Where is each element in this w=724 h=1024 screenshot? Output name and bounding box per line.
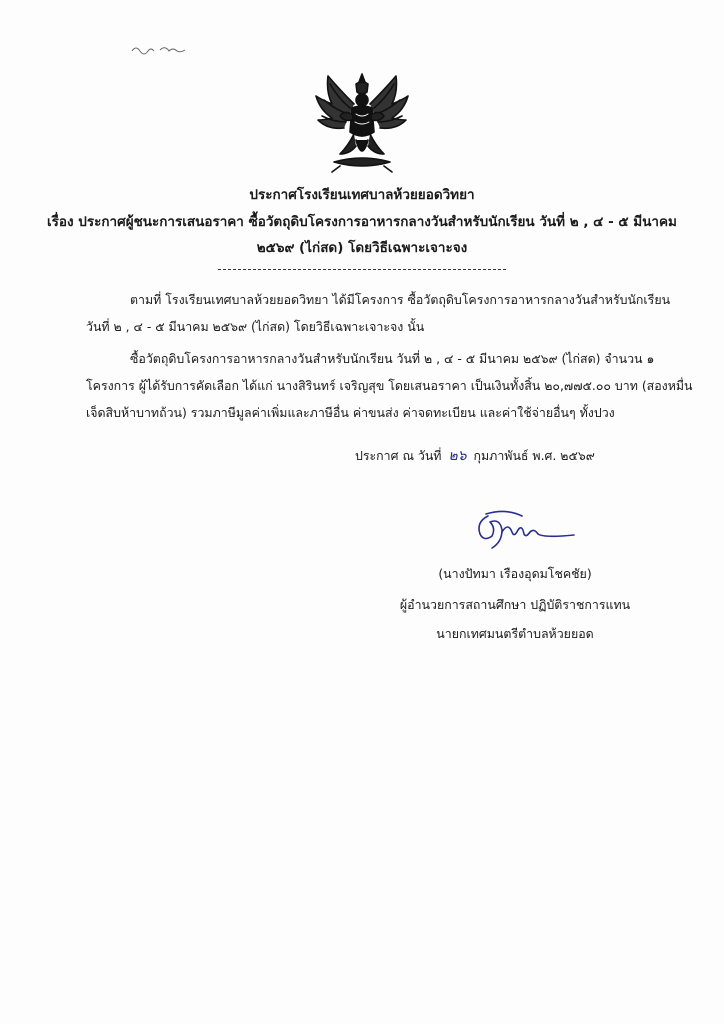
announcement-date: [355, 445, 595, 467]
signatory-position1: ผู้อำนวยการสถานศึกษา ปฏิบัติราชการแทน: [399, 597, 631, 612]
office-heading: ประกาศโรงเรียนเทศบาลห้วยยอดวิทยา: [249, 187, 475, 203]
paragraph2-line2: โครงการ ผู้ได้รับการคัดเลือก ได้แก่ นางสิรินทร์ เจริญสุข โดยเสนอราคา เป็นเงินทั้งสิ้น ๒๐,๗๗๕.๐๐ บาท (สองหมื่น: [86, 378, 693, 393]
subject-heading-line1: เรื่อง ประกาศผู้ชนะการเสนอราคา ซื้อวัตถุดิบโครงการอาหารกลางวันสำหรับนักเรียน วันที่ ๒ , ๔ - ๕ มีนาคม: [47, 214, 677, 230]
signatory-position2: นายกเทศมนตรีตำบลห้วยยอด: [436, 626, 594, 641]
paragraph2-line1: ซื้อวัตถุดิบโครงการอาหารกลางวันสำหรับนักเรียน วันที่ ๒ , ๔ - ๕ มีนาคม ๒๕๖๙ (ไก่สด) จำนวน ๑: [130, 351, 655, 366]
announcement-suffix: กุมภาพันธ์ พ.ศ. ๒๕๖๙: [473, 448, 595, 463]
handwritten-note: [130, 42, 190, 56]
signatory-name: (นางปัทมา เรืองอุดมโชคชัย): [438, 566, 592, 581]
paragraph1-line1: ตามที่ โรงเรียนเทศบาลห้วยยอดวิทยา ได้มีโครงการ ซื้อวัตถุดิบโครงการอาหารกลางวันสำหรับนักเรียน: [130, 292, 671, 307]
paragraph2-line3: เจ็ดสิบห้าบาทถ้วน) รวมภาษีมูลค่าเพิ่มและภาษีอื่น ค่าขนส่ง ค่าจดทะเบียน และค่าใช้จ่ายอื่นๆ ทั้งปวง: [86, 405, 615, 420]
garuda-emblem: [310, 70, 414, 174]
announcement-prefix: ประกาศ ณ วันที่: [355, 448, 442, 463]
signature: [466, 508, 576, 553]
announcement-day: ๒๖: [448, 448, 467, 464]
subject-heading-line2: ๒๕๖๙ (ไก่สด) โดยวิธีเฉพาะเจาะจง: [256, 240, 468, 256]
paragraph1-line2: วันที่ ๒ , ๔ - ๕ มีนาคม ๒๕๖๙ (ไก่สด) โดยวิธีเฉพาะเจาะจง นั้น: [86, 319, 425, 334]
dashed-divider: [218, 269, 506, 270]
